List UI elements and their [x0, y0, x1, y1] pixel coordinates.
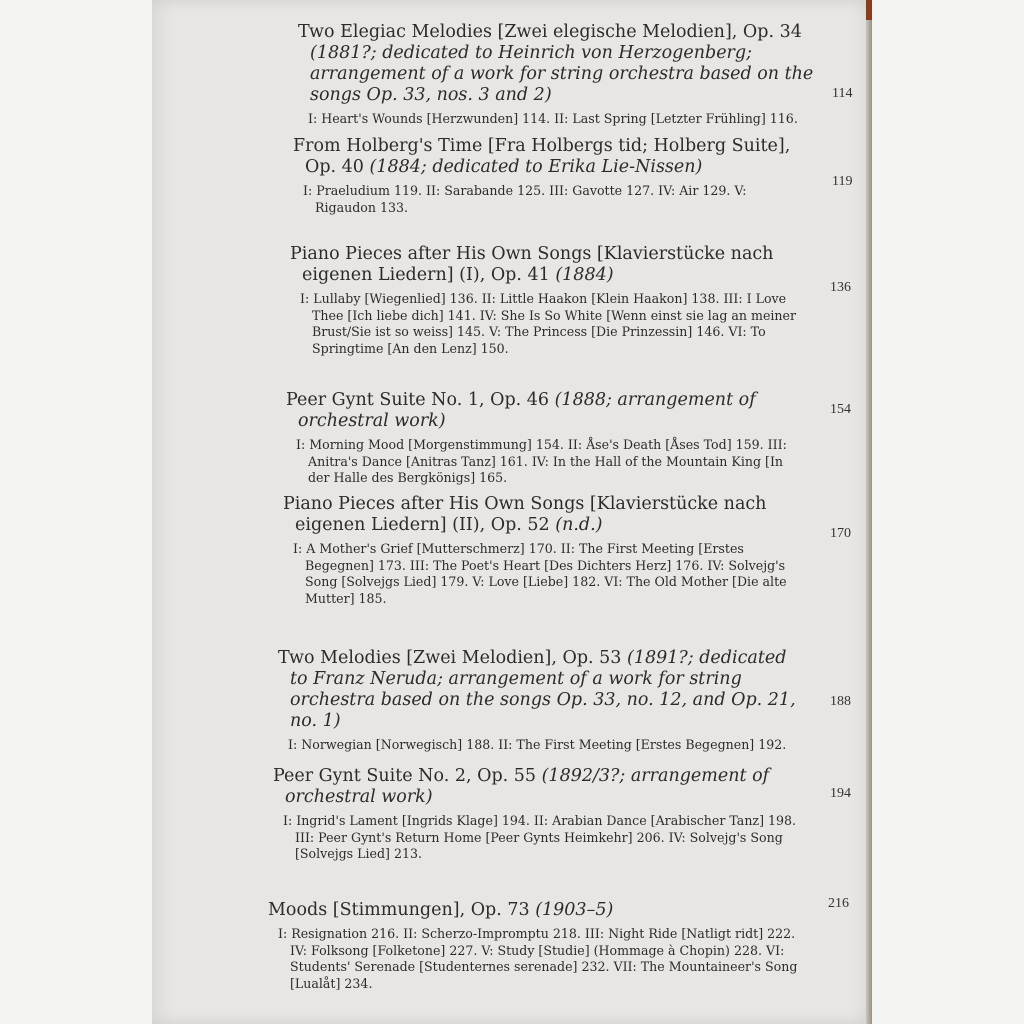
entry-movements: I: Lullaby [Wiegenlied] 136. II: Little Haakon [Klein Haakon] 138. III: I Love Thee [Ich liebe dich] 141. IV: She Is So White [Wenn einst sie lag an meiner Brust/Sie ist so weiss] 145. V: The Princess [Die Prinzessin] 146. VI: To Springtime [An den Lenz] 150. — [300, 291, 797, 356]
page-number: 216 — [828, 896, 849, 911]
work-title: Peer Gynt Suite No. 2, Op. 55 — [273, 766, 542, 786]
entry-title — [273, 766, 805, 808]
toc-entry — [298, 22, 818, 128]
entry-movements: I: A Mother's Grief [Mutterschmerz] 170. II: The First Meeting [Erstes Begegnen] 173. III: The Poet's Heart [Des Dichters Herz] 176. IV: Solvejg's Song [Solvejgs Lied] 179. V: Love [Liebe] 182. VI: The Old Mother [Die alte Mutter] 185. — [293, 541, 787, 606]
page-number: 170 — [830, 526, 851, 541]
entry-title — [278, 648, 806, 732]
toc-entry — [273, 766, 805, 863]
page-number: 136 — [830, 280, 851, 295]
work-note: (1891?; dedicated to Franz Neruda; arrangement of a work for string orchestra based on the songs Op. 33, no. 12, and Op. 21, no. 1) — [290, 648, 796, 731]
toc-entry — [293, 136, 808, 216]
entry-movements: I: Ingrid's Lament [Ingrids Klage] 194. II: Arabian Dance [Arabischer Tanz] 198. III: Peer Gynt's Return Home [Peer Gynts Heimkehr] 206. IV: Solvejg's Song [Solvejgs Lied] 213. — [283, 813, 797, 861]
work-note: (1888; arrangement of orchestral work) — [298, 390, 756, 431]
work-title: Two Melodies [Zwei Melodien], Op. 53 — [278, 648, 628, 668]
work-note: (1903–5) — [535, 900, 614, 920]
page-number: 154 — [830, 402, 851, 417]
entry-movements: I: Resignation 216. II: Scherzo-Impromptu 218. III: Night Ride [Natligt ridt] 222. IV: Folksong [Folketone] 227. V: Study [Studie] (Hommage à Chopin) 228. VI: Students' Serenade [Studenternes serenade] 232. VII: The Mountaineer's Song [Lualåt] 234. — [278, 926, 798, 991]
entry-title — [286, 390, 808, 432]
cover-edge — [866, 0, 872, 20]
page-edge — [866, 0, 872, 1024]
page-number: 188 — [830, 694, 851, 709]
work-note: (1881?; dedicated to Heinrich von Herzogenberg; arrangement of a work for string orchestra based on the songs Op. 33, nos. 3 and 2) — [310, 43, 814, 105]
entry-title — [293, 136, 808, 178]
entry-movements: I: Heart's Wounds [Herzwunden] 114. II: Last Spring [Letzter Frühling] 116. — [308, 111, 798, 126]
toc-entry — [283, 494, 808, 607]
toc-entry — [286, 390, 808, 487]
work-title: Peer Gynt Suite No. 1, Op. 46 — [286, 390, 555, 410]
entry-movements: I: Morning Mood [Morgenstimmung] 154. II: Åse's Death [Åses Tod] 159. III: Anitra's Dance [Anitras Tanz] 161. IV: In the Hall of the Mountain King [In der Halle des Bergkönigs] 165. — [296, 437, 787, 485]
work-note: (1884; dedicated to Erika Lie-Nissen) — [369, 157, 703, 177]
work-title: From Holberg's Time [Fra Holbergs tid; Holberg Suite], Op. 40 — [293, 136, 791, 177]
work-title: Two Elegiac Melodies [Zwei elegische Melodien], Op. 34 — [298, 22, 802, 42]
work-note: (1892/3?; arrangement of orchestral work) — [285, 766, 770, 807]
entry-movements: I: Norwegian [Norwegisch] 188. II: The First Meeting [Erstes Begegnen] 192. — [288, 737, 787, 752]
entry-title — [268, 900, 798, 921]
entry-title — [283, 494, 808, 536]
work-title: Piano Pieces after His Own Songs [Klavierstücke nach eigenen Liedern] (II), Op. 52 — [283, 494, 767, 535]
page-number: 119 — [832, 174, 853, 189]
toc-entry — [268, 900, 798, 992]
work-note: (n.d.) — [555, 515, 603, 535]
page-number: 194 — [830, 786, 851, 801]
entry-title — [290, 244, 808, 286]
toc-entry — [290, 244, 808, 357]
work-title: Moods [Stimmungen], Op. 73 — [268, 900, 536, 920]
entry-title — [298, 22, 818, 106]
page-number: 114 — [832, 86, 853, 101]
entry-movements: I: Praeludium 119. II: Sarabande 125. III: Gavotte 127. IV: Air 129. V: Rigaudon 133. — [303, 183, 747, 215]
work-note: (1884) — [555, 265, 614, 285]
work-title: Piano Pieces after His Own Songs [Klavierstücke nach eigenen Liedern] (I), Op. 41 — [290, 244, 774, 285]
toc-entry — [278, 648, 806, 754]
